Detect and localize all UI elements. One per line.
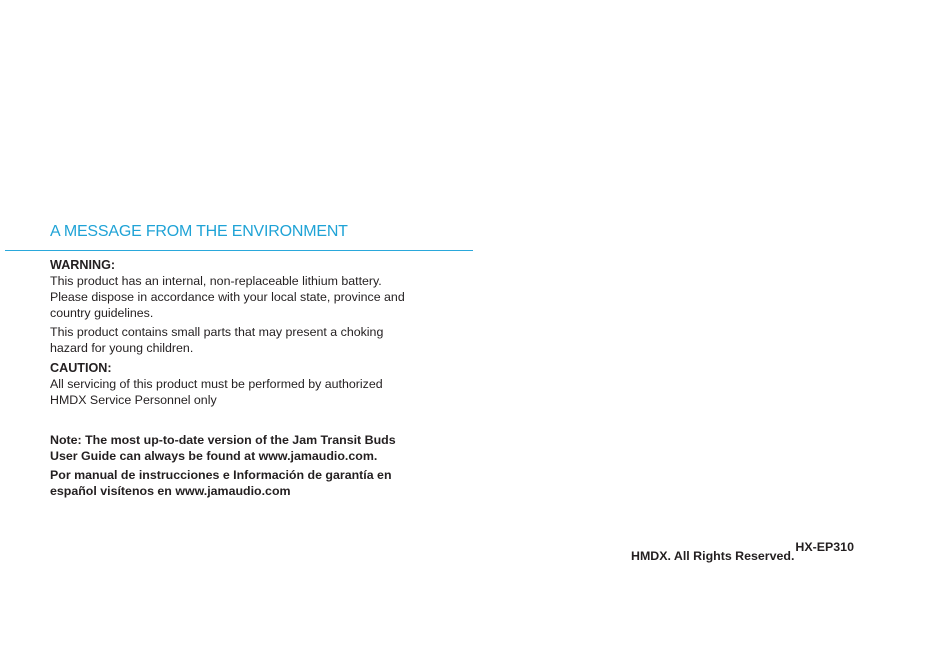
warning-label-block — [50, 257, 470, 273]
paragraph-line: country guidelines. — [50, 306, 154, 320]
choking-hazard-paragraph — [50, 324, 470, 356]
spanish-manual-note — [50, 467, 470, 499]
copyright-text: HMDX. All Rights Reserved. — [631, 549, 795, 563]
servicing-paragraph — [50, 376, 470, 408]
clipped-model-number — [795, 540, 873, 557]
note-line: español visítenos en www.jamaudio.com — [50, 484, 291, 498]
paragraph-line: HMDX Service Personnel only — [50, 393, 217, 407]
paragraph-line: This product contains small parts that may present a choking — [50, 325, 384, 339]
copyright-footer — [631, 540, 873, 563]
note-line: Note: The most up-to-date version of the Jam Transit Buds — [50, 433, 396, 447]
user-guide-note — [50, 432, 470, 464]
paragraph-line: hazard for young children. — [50, 341, 194, 355]
paragraph-line: All servicing of this product must be performed by authorized — [50, 377, 383, 391]
warning-label: WARNING: — [50, 258, 116, 272]
note-line: User Guide can always be found at www.jamaudio.com. — [50, 449, 378, 463]
battery-disposal-paragraph — [50, 273, 470, 321]
paragraph-line: Please dispose in accordance with your local state, province and — [50, 290, 405, 304]
model-number-text: HX-EP310 — [795, 540, 854, 554]
paragraph-line: This product has an internal, non-replaceable lithium battery. — [50, 274, 382, 288]
section-heading: A MESSAGE FROM THE ENVIRONMENT — [50, 223, 348, 240]
note-line: Por manual de instrucciones e Información de garantía en — [50, 468, 392, 482]
caution-label: CAUTION: — [50, 361, 112, 375]
heading-divider — [5, 250, 473, 251]
caution-label-block — [50, 360, 470, 376]
